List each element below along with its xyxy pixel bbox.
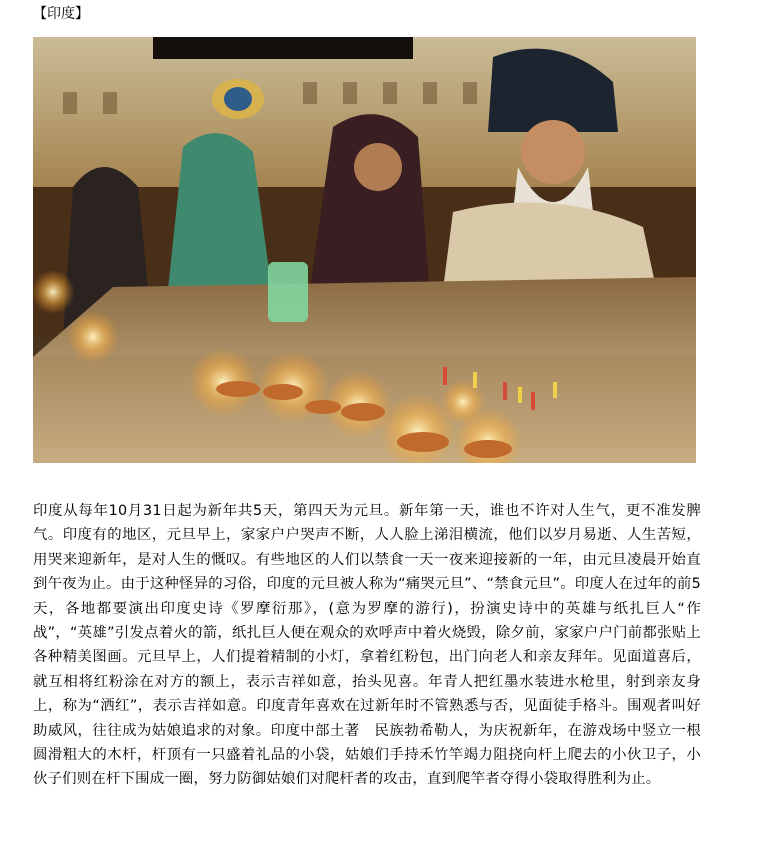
section-heading: 【印度】	[33, 6, 89, 22]
photo	[33, 37, 696, 463]
article-body: 印度从每年10月31日起为新年共5天，第四天为元旦。新年第一天，谁也不许对人生气，更不准发脾气。印度有的地区，元旦早上，家家户户哭声不断，人人脸上涕泪横流，他们以岁月易逝、人生苦短，用哭来迎新年，是对人生的慨叹。有些地区的人们以禁食一天一夜来迎接新的一年，由元旦凌晨开始直到午夜为止。由于这种怪异的习俗，印度的元旦被人称为“痛哭元旦”、“禁食元旦”。印度人在过年的前5天，各地都要演出印度史诗《罗摩衍那》，(意为罗摩的游行)，扮演史诗中的英雄与纸扎巨人“作战”，“英雄”引发点着火的箭，纸扎巨人便在观众的欢呼声中着火烧毁，除夕前，家家户户门前都张贴上各种精美图画。元旦早上，人们提着精制的小灯，拿着红粉包，出门向老人和亲友拜年。见面道喜后，就互相将红粉涂在对方的额上，表示吉祥如意，抬头见喜。年青人把红墨水装进水枪里，射到亲友身上，称为“洒红”，表示吉祥如意。印度青年喜欢在过新年时不管熟悉与否，见面徒手格斗。围观者叫好助威风，往往成为姑娘追求的对象。印度中部土著 民族勃希勒人，为庆祝新年，在游戏场中竖立一根圆滑粗大的木杆，杆顶有一只盛着礼品的小袋，姑娘们手持禾竹竿竭力阻挠向杆上爬去的小伙卫子，小伙子们则在杆下围成一圈，努力防御姑娘们对爬杆者的攻击，直到爬竿者夺得小袋取得胜利为止。	[33, 503, 701, 788]
